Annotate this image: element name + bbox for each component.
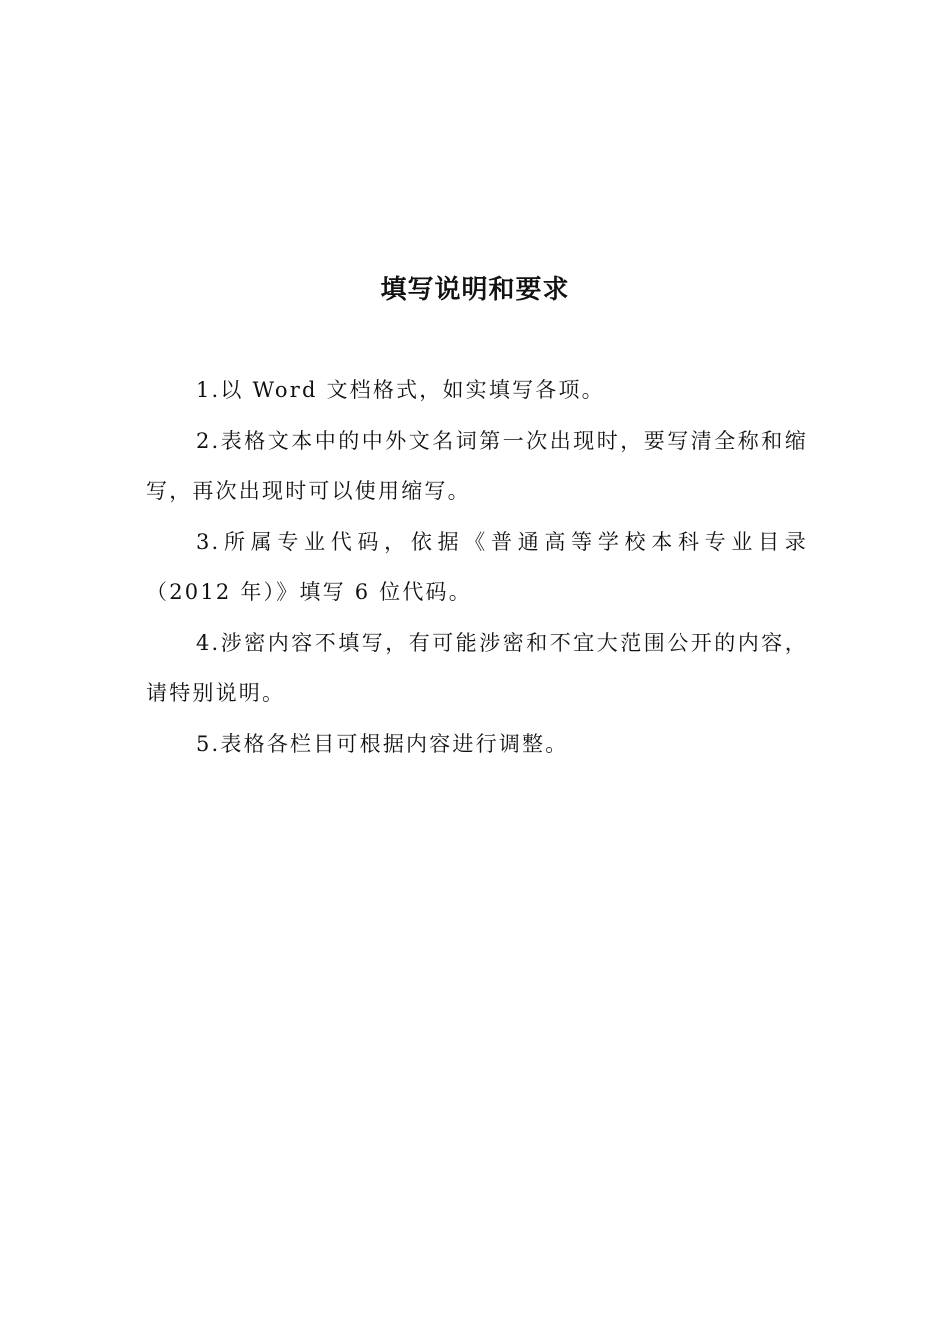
instruction-item-1: 1.以 Word 文档格式，如实填写各项。 — [196, 378, 605, 402]
instruction-item-2: 2.表格文本中的中外文名词第一次出现时，要写清全称和缩写，再次出现时可以使用缩写。 — [146, 428, 808, 503]
instruction-item-4: 4.涉密内容不填写，有可能涉密和不宜大范围公开的内容，请特别说明。 — [146, 630, 808, 705]
instruction-item-5: 5.表格各栏目可根据内容进行调整。 — [196, 731, 569, 756]
page-title: 填写说明和要求 — [380, 275, 570, 305]
instruction-item-3: 3.所属专业代码，依据《普通高等学校本科专业目录（2012 年）》填写 6 位代码。 — [146, 529, 808, 604]
instructions-list — [146, 365, 808, 769]
